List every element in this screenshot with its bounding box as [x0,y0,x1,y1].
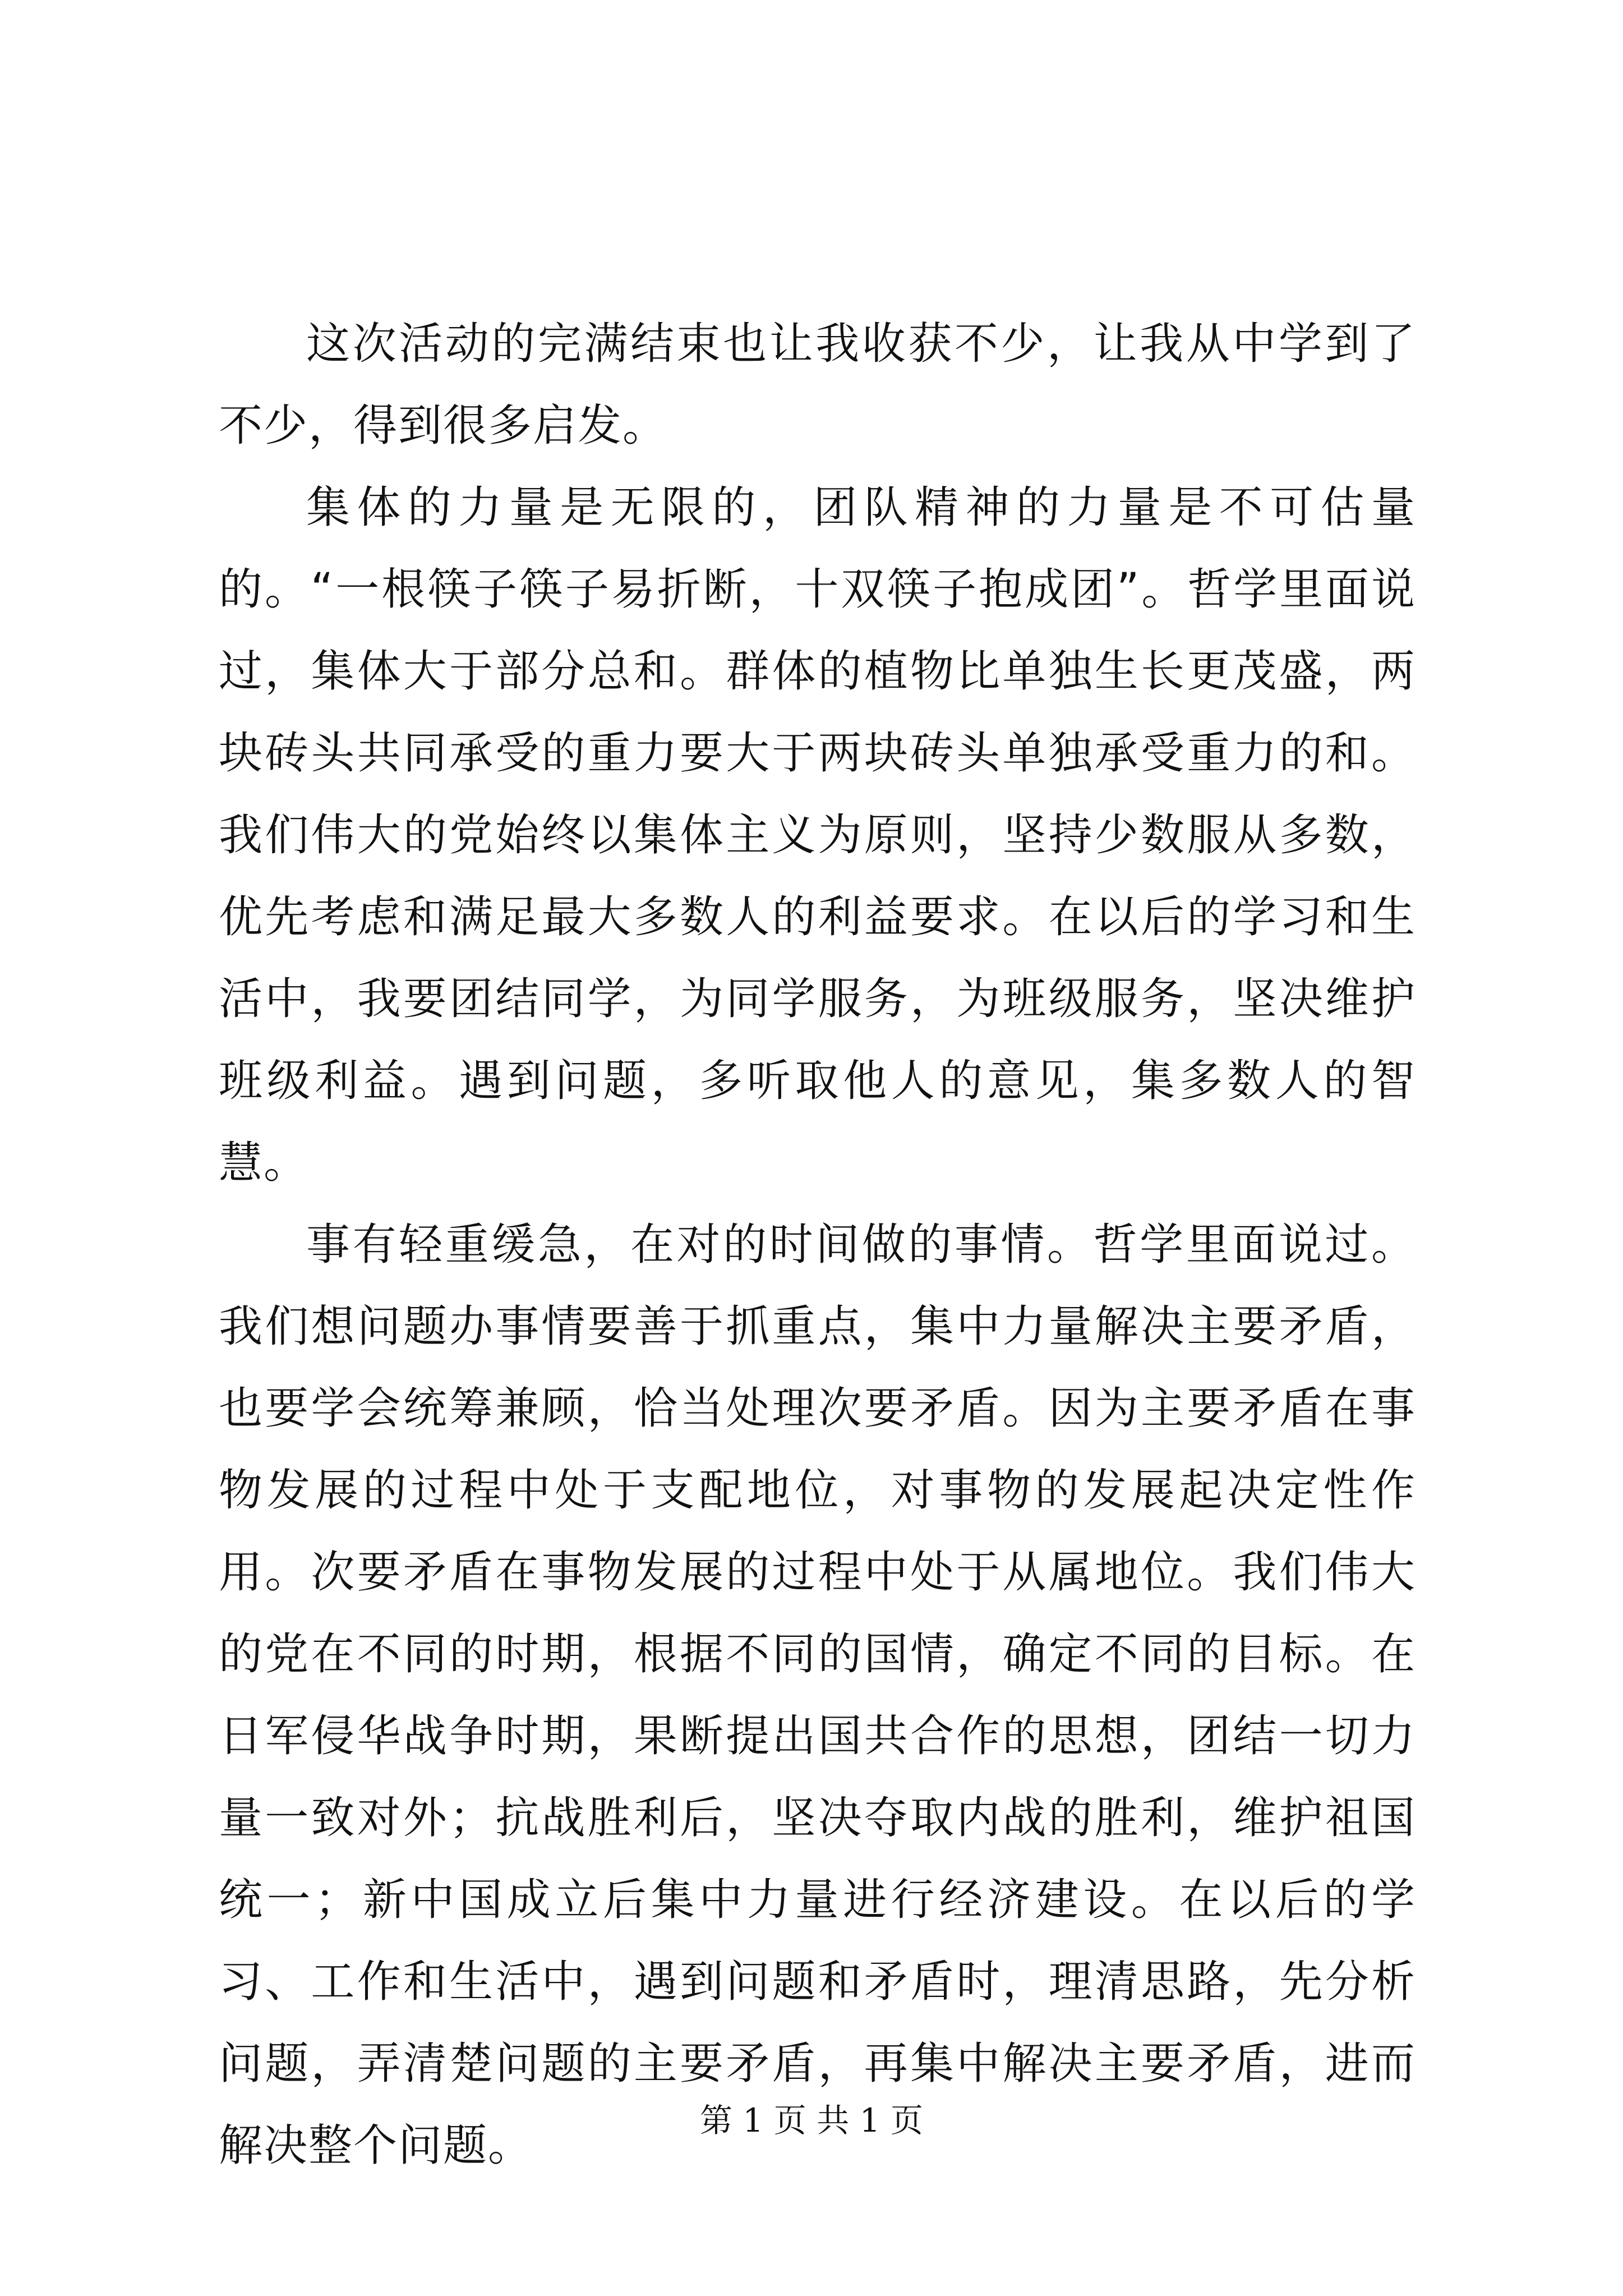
paragraph-3: 事有轻重缓急，在对的时间做的事情。哲学里面说过。我们想问题办事情要善于抓重点，集中力量解决主要矛盾，也要学会统筹兼顾，恰当处理次要矛盾。因为主要矛盾在事物发展的过程中处于支配地位，对事物的发展起决定性作用。次要矛盾在事物发展的过程中处于从属地位。我们伟大的党在不同的时期，根据不同的国情，确定不同的目标。在日军侵华战争时期，果断提出国共合作的思想，团结一切力量一致对外；抗战胜利后，坚决夺取内战的胜利，维护祖国统一；新中国成立后集中力量进行经济建设。在以后的学习、工作和生活中，遇到问题和矛盾时，理清思路，先分析问题，弄清楚问题的主要矛盾，再集中解决主要矛盾，进而解决整个问题。 [219,1220,1416,2171]
page-footer: 第 1 页 共 1 页 [700,2101,923,2139]
paragraph-1: 这次活动的完满结束也让我收获不少，让我从中学到了不少，得到很多启发。 [219,319,1416,451]
paragraph-2: 集体的力量是无限的，团队精神的力量是不可估量的。“一根筷子筷子易折断，十双筷子抱成团”。哲学里面说过，集体大于部分总和。群体的植物比单独生长更茂盛，两块砖头共同承受的重力要大于两块砖头单独承受重力的和。我们伟大的党始终以集体主义为原则，坚持少数服从多数，优先考虑和满足最大多数人的利益要求。在以后的学习和生活中，我要团结同学，为同学服务，为班级服务，坚决维护班级利益。遇到问题，多听取他人的意见，集多数人的智慧。 [219,482,1416,1188]
document-body [219,303,1416,2187]
